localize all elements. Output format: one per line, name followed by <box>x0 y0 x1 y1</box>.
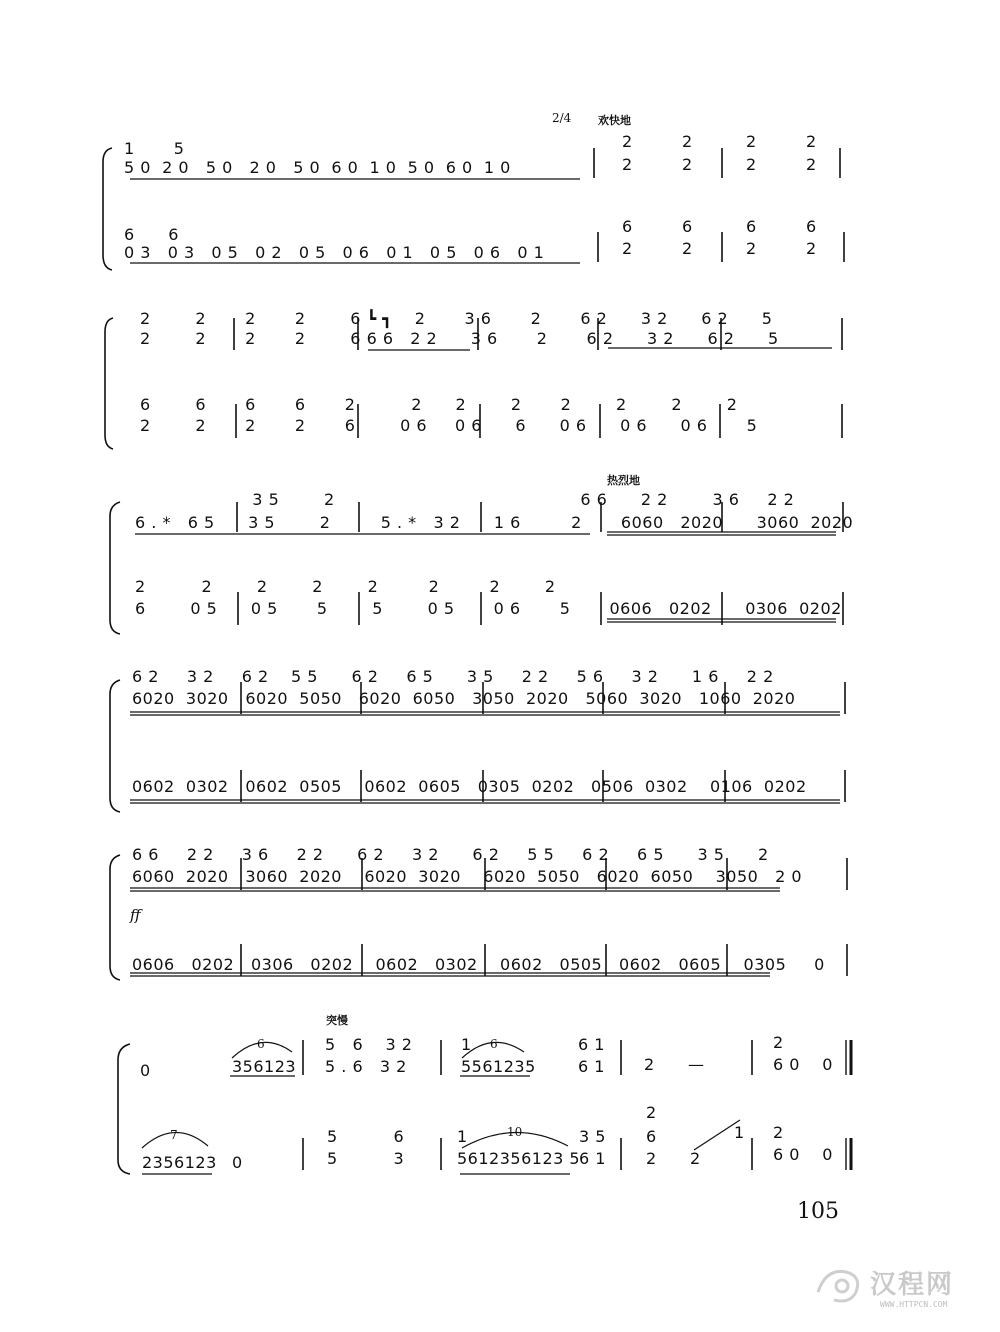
upper-voice-notes: 6060 2020 3060 2020 6020 3020 6020 5050 6020 6050 3050 2 0 <box>132 867 803 886</box>
note-group: 5612356123 5 <box>457 1149 581 1168</box>
upper-octave-dots: 6 1 <box>578 1035 605 1054</box>
note: 2 <box>644 1055 655 1074</box>
lower-octave-dots: 2 2 2 2 2 2 2 2 <box>135 577 556 596</box>
note: 6 <box>806 217 817 236</box>
lower-voice-notes: 0 3 0 3 0 5 0 2 0 5 0 6 0 1 0 5 0 6 0 1 <box>124 243 545 262</box>
note: 2 <box>690 1149 701 1168</box>
note-group: 6 1 <box>579 1149 606 1168</box>
note: 0 <box>232 1153 243 1172</box>
page-number: 105 <box>797 1199 839 1224</box>
note: 2 <box>806 132 817 151</box>
time-signature: 2/4 <box>552 111 572 125</box>
system-brace <box>110 855 120 980</box>
system-brace <box>110 680 120 812</box>
note-group: 5561235 <box>461 1057 536 1076</box>
note-group: 6 0 0 <box>773 1055 833 1074</box>
upper-voice-notes: 2 2 2 2 6 6 6 2 2 3 6 2 6 2 3 2 6 2 5 <box>140 329 779 348</box>
tempo-marking: 热烈地 <box>607 474 640 487</box>
note-group: 6 0 0 <box>773 1145 833 1164</box>
tuplet-number: 6 <box>490 1037 498 1051</box>
note: 1 <box>734 1123 745 1142</box>
note-group: 5 . 6 3 2 <box>325 1057 407 1076</box>
tempo-marking: 欢快地 <box>598 114 631 127</box>
lower-octave-dots: 6 6 6 6 2 2 2 2 2 2 2 2 <box>140 395 738 414</box>
note: 2 <box>806 239 817 258</box>
system-brace <box>110 502 120 634</box>
lower-voice-notes: 2 2 2 2 6 0 6 0 6 6 0 6 0 6 0 6 5 <box>140 416 758 435</box>
note: 1 <box>461 1035 472 1054</box>
note-group: 6 1 <box>578 1057 605 1076</box>
note: 2 <box>646 1103 657 1122</box>
upper-octave-dots: 1 5 <box>124 139 185 158</box>
note: 2 <box>622 239 633 258</box>
upper-octave-dots: 2 2 2 2 6 ┗ ┓ 2 3 6 2 6 2 3 2 6 2 5 <box>140 309 773 328</box>
lower-voice-notes: 0602 0302 0602 0505 0602 0605 0305 0202 0506 0302 0106 0202 <box>132 777 807 796</box>
note: 6 <box>646 1127 657 1146</box>
note: 6 <box>746 217 757 236</box>
watermark-url: WWW.HTTPCN.COM <box>880 1300 948 1309</box>
upper-octave-dots: 6 2 3 2 6 2 5 5 6 2 6 5 3 5 2 2 5 6 3 2 1 6 2 2 <box>132 667 774 686</box>
lower-octave-dots: 6 6 <box>124 225 179 244</box>
note: 2 <box>682 132 693 151</box>
note-group: 2356123 <box>142 1153 217 1172</box>
note: 2 <box>622 155 633 174</box>
note: 2 <box>646 1149 657 1168</box>
note: 2 <box>682 155 693 174</box>
tuplet-number: 10 <box>507 1125 523 1139</box>
upper-octave-dots: 3 5 <box>579 1127 606 1146</box>
upper-voice-notes: 6020 3020 6020 5050 6020 6050 3050 2020 5060 3020 1060 2020 <box>132 689 796 708</box>
upper-voice-notes: 5 0 2 0 5 0 2 0 5 0 6 0 1 0 5 0 6 0 1 0 <box>124 158 511 177</box>
note: 2 <box>746 239 757 258</box>
note: 2 <box>746 132 757 151</box>
note: 2 <box>746 155 757 174</box>
note: 0 <box>140 1061 151 1080</box>
note: 2 <box>773 1123 784 1142</box>
note: 2 <box>773 1033 784 1052</box>
lower-voice-notes: 0606 0202 0306 0202 0602 0302 0602 0505 0602 0605 0305 0 <box>132 955 825 974</box>
upper-octave-dots: 5 6 3 2 <box>325 1035 413 1054</box>
tuplet-number: 7 <box>170 1128 178 1142</box>
upper-octave-dots: 5 6 <box>327 1127 405 1146</box>
upper-voice-notes: 6 . * 6 5 3 5 2 5 . * 3 2 1 6 2 6060 2020 3060 2020 <box>135 513 854 532</box>
system-brace <box>103 148 112 270</box>
tuplet-number: 6 <box>257 1037 265 1051</box>
note: 2 <box>682 239 693 258</box>
lower-voice-notes: 6 0 5 0 5 5 5 0 5 0 6 5 0606 0202 0306 0202 <box>135 599 842 618</box>
note-group: 356123 <box>232 1057 297 1076</box>
watermark-text: 汉程网 <box>870 1270 955 1300</box>
upper-octave-dots: 6 6 2 2 3 6 2 2 6 2 3 2 6 2 5 5 6 2 6 5 3 5 2 <box>132 845 769 864</box>
tempo-marking: 突慢 <box>326 1014 348 1027</box>
upper-octave-dots: 3 5 2 6 6 2 2 3 6 2 2 <box>135 490 795 509</box>
note: 6 <box>682 217 693 236</box>
dynamic-marking: ff <box>130 906 141 924</box>
system-brace <box>118 1044 130 1174</box>
note: 6 <box>622 217 633 236</box>
sustain-dash: — <box>688 1055 705 1074</box>
note-group: 5 3 <box>327 1149 405 1168</box>
system-brace <box>105 318 113 449</box>
note: 1 <box>457 1127 468 1146</box>
note: 2 <box>622 132 633 151</box>
watermark-logo-icon <box>812 1262 868 1308</box>
note: 2 <box>806 155 817 174</box>
